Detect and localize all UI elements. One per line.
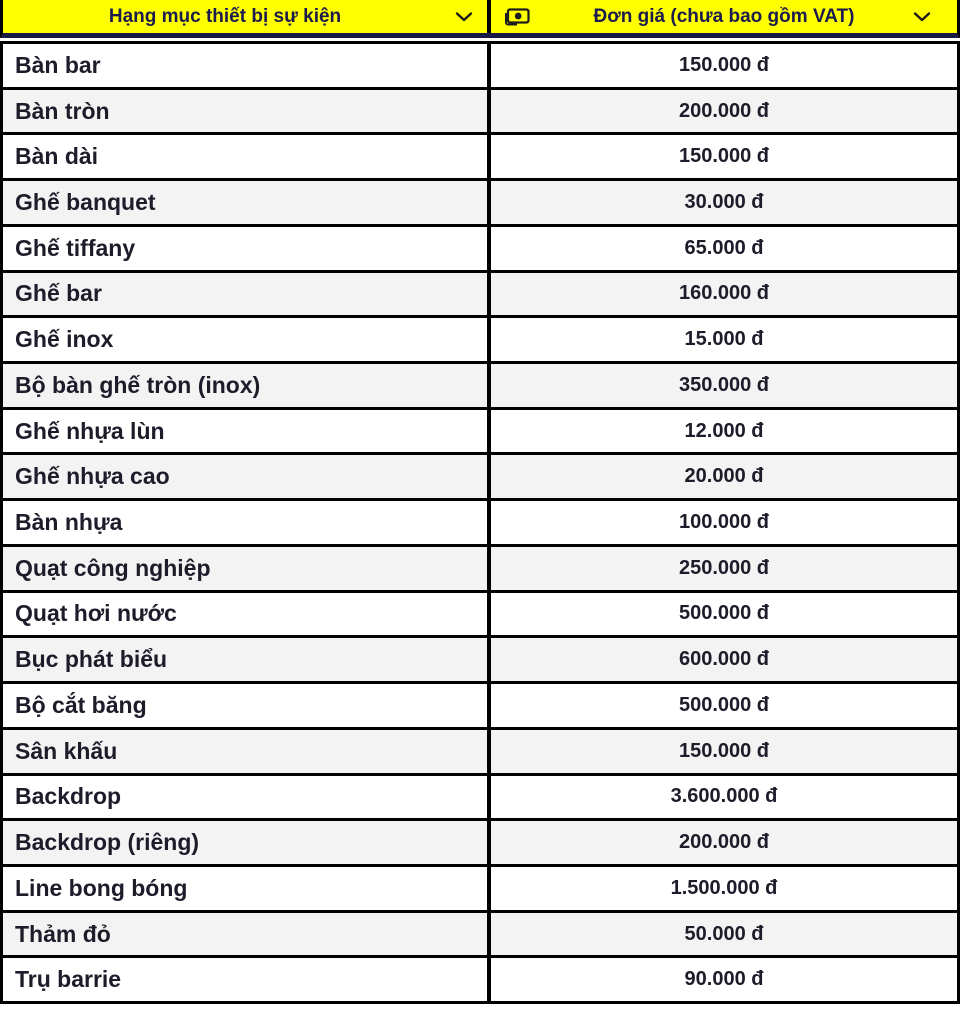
price-cell[interactable]: 15.000 đ <box>684 328 764 351</box>
table-row <box>3 41 957 87</box>
item-cell[interactable]: Bàn nhựa <box>3 501 491 544</box>
table-body <box>0 41 960 1004</box>
item-cell[interactable]: Bàn tròn <box>3 90 491 133</box>
price-cell[interactable]: 50.000 đ <box>684 922 764 945</box>
header-price-label: Đơn giá (chưa bao gồm VAT) <box>593 5 855 27</box>
table-row <box>3 361 957 407</box>
item-cell[interactable]: Backdrop (riêng) <box>3 821 491 864</box>
table-row <box>3 864 957 910</box>
price-cell[interactable]: 500.000 đ <box>678 693 770 716</box>
item-cell[interactable]: Trụ barrie <box>3 958 491 1001</box>
table-row <box>3 544 957 590</box>
item-cell[interactable]: Backdrop <box>3 776 491 819</box>
price-cell[interactable]: 350.000 đ <box>678 373 770 396</box>
price-cell[interactable]: 250.000 đ <box>678 556 770 579</box>
item-cell[interactable]: Bộ cắt băng <box>3 684 491 727</box>
price-cell[interactable]: 150.000 đ <box>678 145 770 168</box>
table-row <box>3 635 957 681</box>
item-cell[interactable]: Sân khấu <box>3 730 491 773</box>
chevron-down-icon[interactable] <box>913 11 931 22</box>
header-item-column[interactable] <box>3 0 491 33</box>
price-cell[interactable]: 65.000 đ <box>684 236 764 259</box>
item-cell[interactable]: Ghế tiffany <box>3 227 491 270</box>
table-row <box>3 955 957 1001</box>
item-cell[interactable]: Quạt công nghiệp <box>3 547 491 590</box>
item-cell[interactable]: Quạt hơi nước <box>3 593 491 636</box>
price-cell[interactable]: 90.000 đ <box>684 968 764 991</box>
item-cell[interactable]: Ghế inox <box>3 318 491 361</box>
item-cell[interactable]: Bàn bar <box>3 44 491 87</box>
table-row <box>3 727 957 773</box>
item-cell[interactable]: Bộ bàn ghế tròn (inox) <box>3 364 491 407</box>
price-cell[interactable]: 200.000 đ <box>678 99 770 122</box>
price-cell[interactable]: 20.000 đ <box>684 465 764 488</box>
table-row <box>3 132 957 178</box>
price-cell[interactable]: 500.000 đ <box>678 602 770 625</box>
table-row <box>3 910 957 956</box>
price-cell[interactable]: 160.000 đ <box>678 282 770 305</box>
price-cell[interactable]: 3.600.000 đ <box>670 785 778 808</box>
price-cell[interactable]: 200.000 đ <box>678 831 770 854</box>
table-row <box>3 315 957 361</box>
item-cell[interactable]: Ghế banquet <box>3 181 491 224</box>
table-row <box>3 498 957 544</box>
item-cell[interactable]: Bàn dài <box>3 135 491 178</box>
price-cell[interactable]: 1.500.000 đ <box>670 876 778 899</box>
table-row <box>3 452 957 498</box>
price-cell[interactable]: 150.000 đ <box>678 739 770 762</box>
price-cell[interactable]: 150.000 đ <box>678 53 770 76</box>
table-row <box>3 87 957 133</box>
item-cell[interactable]: Bục phát biểu <box>3 638 491 681</box>
item-cell[interactable]: Thảm đỏ <box>3 913 491 956</box>
item-cell[interactable]: Line bong bóng <box>3 867 491 910</box>
table-header <box>0 0 960 38</box>
price-cell[interactable]: 600.000 đ <box>678 648 770 671</box>
chevron-down-icon[interactable] <box>455 11 473 22</box>
table-row <box>3 773 957 819</box>
item-cell[interactable]: Ghế nhựa lùn <box>3 410 491 453</box>
table-row <box>3 407 957 453</box>
price-cell[interactable]: 30.000 đ <box>684 191 764 214</box>
table-row <box>3 818 957 864</box>
table-row <box>3 270 957 316</box>
price-cell[interactable]: 100.000 đ <box>678 511 770 534</box>
table-row <box>3 681 957 727</box>
price-cell[interactable]: 12.000 đ <box>684 419 764 442</box>
table-row <box>3 590 957 636</box>
table-row <box>3 178 957 224</box>
header-item-label: Hạng mục thiết bị sự kiện <box>108 5 342 27</box>
item-cell[interactable]: Ghế bar <box>3 273 491 316</box>
header-price-column[interactable] <box>491 0 957 33</box>
table-row <box>3 224 957 270</box>
item-cell[interactable]: Ghế nhựa cao <box>3 455 491 498</box>
